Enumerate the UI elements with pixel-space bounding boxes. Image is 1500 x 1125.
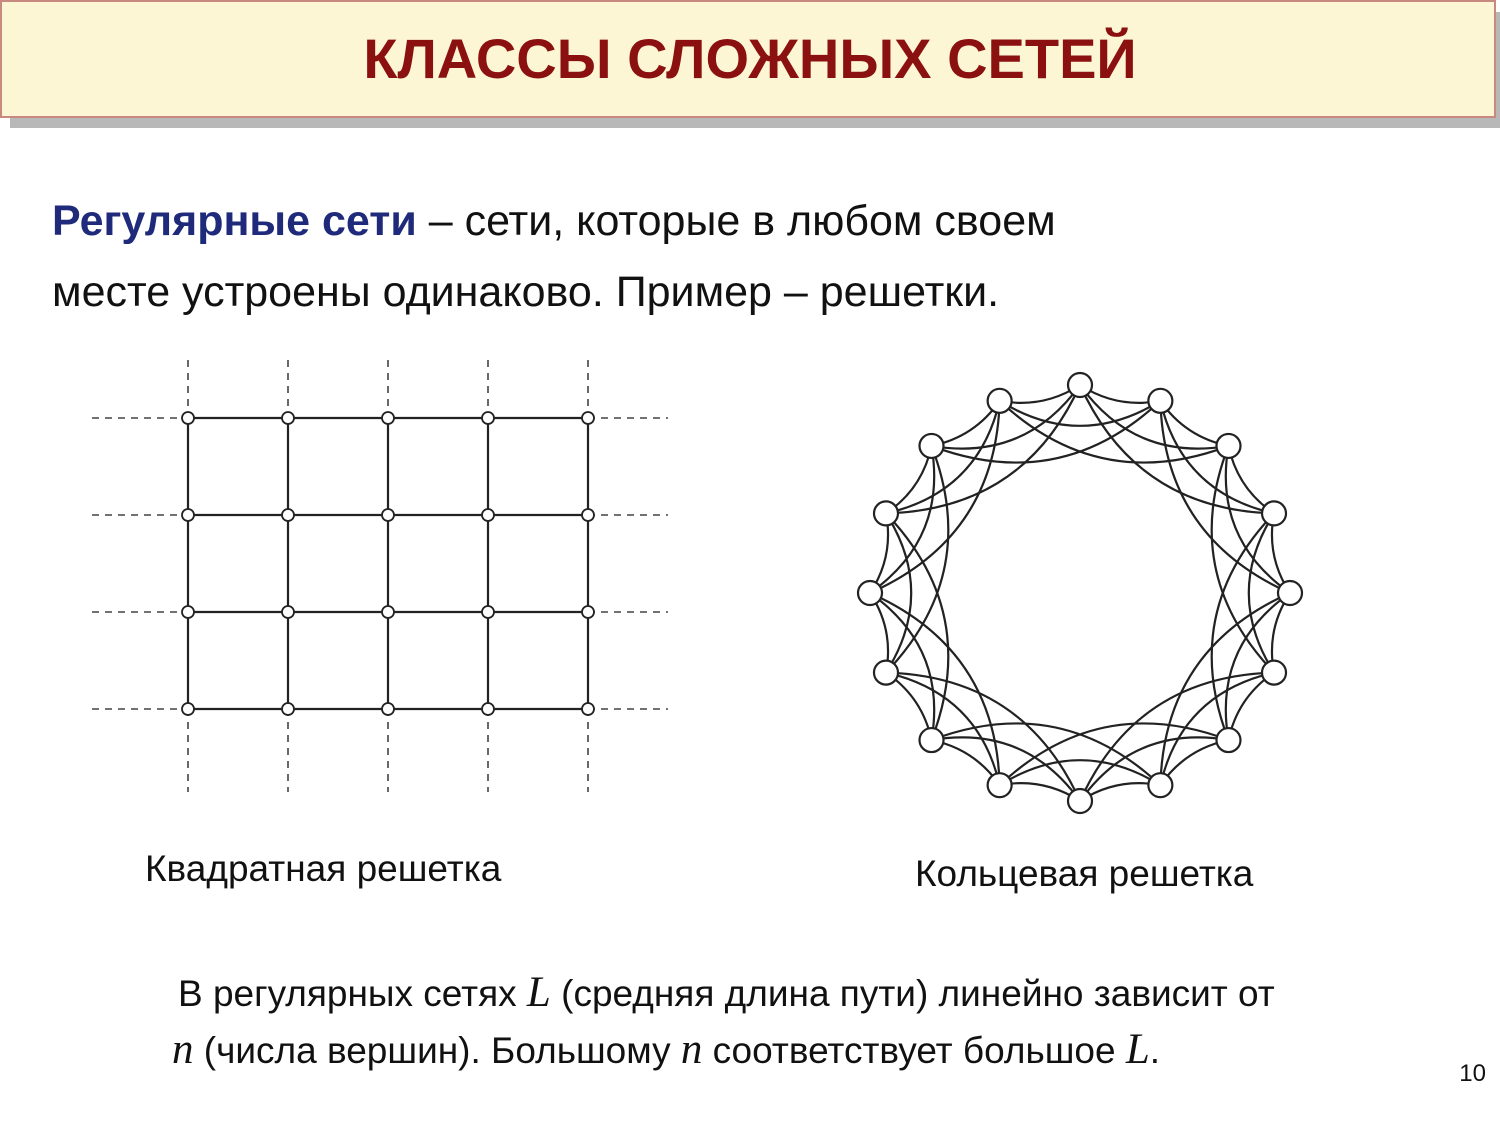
ring-link-2-9 bbox=[886, 673, 1000, 786]
ring-link-2-13 bbox=[886, 401, 1000, 514]
ring-node-3 bbox=[1262, 501, 1286, 525]
ring-link-3-8 bbox=[886, 673, 1080, 801]
ring-link-2-5 bbox=[1160, 673, 1274, 786]
note-text-3: (числа вершин). Большому bbox=[193, 1030, 681, 1071]
ring-node-1 bbox=[1148, 389, 1172, 413]
ring-node-14 bbox=[920, 434, 944, 458]
ring-node-9 bbox=[988, 773, 1012, 797]
intro-line-1-rest: – сети, которые в любом своем bbox=[416, 197, 1056, 245]
note-text-2: (средняя длина пути) линейно зависит от bbox=[550, 973, 1275, 1014]
note-end: . bbox=[1149, 1030, 1161, 1071]
page-number: 10 bbox=[1459, 1060, 1486, 1087]
ring-node-13 bbox=[874, 501, 898, 525]
ring-node-15 bbox=[988, 389, 1012, 413]
ring-link-3-12 bbox=[870, 401, 1000, 593]
note-var-L-2: L bbox=[1125, 1026, 1150, 1073]
note-text-4: соответствует большое bbox=[702, 1030, 1126, 1071]
ring-link-2-1 bbox=[1160, 401, 1274, 514]
intro-line-2: месте устроены одинаково. Пример – решетки. bbox=[52, 268, 1000, 316]
ring-node-12 bbox=[858, 581, 882, 605]
ring-node-8 bbox=[1068, 789, 1092, 813]
bottom-note-line-2 bbox=[172, 1022, 1452, 1079]
bottom-note bbox=[172, 965, 1458, 1079]
ring-lattice-caption: Кольцевая решетка bbox=[915, 853, 1254, 894]
note-var-L: L bbox=[526, 969, 551, 1016]
ring-node-11 bbox=[874, 661, 898, 685]
ring-node-5 bbox=[1262, 661, 1286, 685]
ring-link-3-1 bbox=[1160, 401, 1290, 593]
note-text-1: В регулярных сетях bbox=[178, 973, 527, 1014]
bottom-note-line-1 bbox=[178, 965, 1458, 1022]
ring-link-3-0 bbox=[1080, 385, 1274, 513]
ring-node-7 bbox=[1148, 773, 1172, 797]
ring-node-10 bbox=[920, 728, 944, 752]
ring-node-0 bbox=[1068, 373, 1092, 397]
square-lattice-caption: Квадратная решетка bbox=[145, 848, 502, 889]
note-var-n-2: n bbox=[680, 1026, 703, 1073]
ring-node-4 bbox=[1278, 581, 1302, 605]
slide-title: КЛАССЫ СЛОЖНЫХ СЕТЕЙ bbox=[363, 27, 1137, 90]
ring-link-3-5 bbox=[1080, 673, 1274, 801]
intro-term: Регулярные сети bbox=[52, 197, 417, 245]
ring-link-3-4 bbox=[1160, 593, 1290, 785]
ring-link-3-9 bbox=[870, 593, 1000, 785]
ring-link-3-13 bbox=[886, 385, 1080, 513]
note-var-n: n bbox=[172, 1026, 194, 1073]
ring-node-6 bbox=[1216, 728, 1240, 752]
ring-node-2 bbox=[1216, 434, 1240, 458]
